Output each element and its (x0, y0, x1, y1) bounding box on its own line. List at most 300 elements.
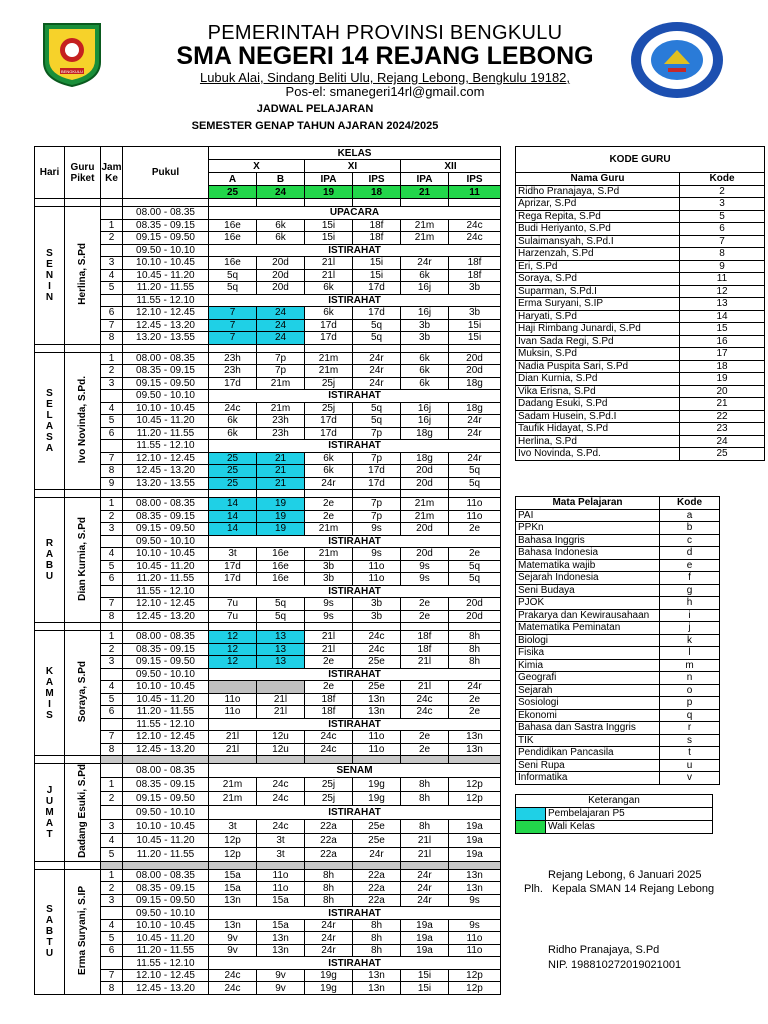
subject-code: p (660, 697, 720, 710)
class-cell: 16e (257, 573, 305, 586)
separator-cell (101, 756, 123, 764)
separator-cell (353, 861, 401, 869)
schedule-row (35, 573, 501, 586)
class-cell: 20d (257, 257, 305, 270)
jam-ke: 1 (101, 631, 123, 644)
class-cell: 24r (305, 944, 353, 957)
day-name: R A B U (35, 498, 65, 623)
time-slot: 08.35 - 09.15 (123, 882, 209, 895)
jam-ke: 2 (101, 365, 123, 378)
class-cell: 24 (257, 307, 305, 320)
legend-swatch (516, 808, 546, 821)
class-cell: 3b (401, 332, 449, 345)
piket-teacher-name: Ivo Novinda, S.Pd. (77, 375, 88, 463)
class-cell: 24r (449, 415, 501, 428)
schedule-row (35, 477, 501, 490)
jam-ke: 1 (101, 869, 123, 882)
jam-ke: 4 (101, 919, 123, 932)
time-slot: 10.10 - 10.45 (123, 402, 209, 415)
separator-cell (35, 756, 65, 764)
day-name: S E N I N (35, 207, 65, 345)
subject-name: Prakarya dan Kewirausahaan (516, 609, 660, 622)
subject-code: i (660, 609, 720, 622)
class-cell: 6k (401, 352, 449, 365)
class-cell: 20d (401, 477, 449, 490)
class-cell: 7u (209, 598, 257, 611)
class-cell: 20d (401, 465, 449, 478)
class-cell: 24r (353, 847, 401, 861)
teacher-name: Ridho Pranajaya, S.Pd (516, 185, 680, 198)
separator-cell (305, 623, 353, 631)
separator-cell (353, 623, 401, 631)
separator-cell (35, 490, 65, 498)
subject-name: Seni Budaya (516, 584, 660, 597)
class-cell: 18f (401, 631, 449, 644)
class-cell: 17d (209, 377, 257, 390)
class-cell: 7p (353, 427, 401, 440)
class-cell: 7 (209, 332, 257, 345)
class-cell: 12u (257, 731, 305, 744)
class-cell: 18f (449, 269, 501, 282)
class-cell: 12p (449, 791, 501, 805)
subject-name-header: Mata Pelajaran (516, 497, 660, 510)
class-cell: 13 (257, 643, 305, 656)
separator-cell (353, 344, 401, 352)
teacher-code-table (515, 146, 765, 461)
class-cell: 25j (305, 777, 353, 791)
schedule-row (35, 693, 501, 706)
piket-teacher (65, 631, 101, 756)
separator-cell (257, 490, 305, 498)
class-cell: 12p (209, 847, 257, 861)
class-cell: 22a (353, 869, 401, 882)
schedule-row (35, 390, 501, 403)
class-cell: 24c (401, 693, 449, 706)
jam-ke (101, 440, 123, 453)
class-cell: 19 (257, 510, 305, 523)
time-slot: 11.20 - 11.55 (123, 706, 209, 719)
break-label: ISTIRAHAT (209, 907, 501, 920)
class-cell: 25 (209, 465, 257, 478)
class-cell: 18g (401, 452, 449, 465)
time-slot: 10.10 - 10.45 (123, 257, 209, 270)
class-cell: 24r (305, 477, 353, 490)
class-cell: 11o (209, 706, 257, 719)
schedule-row (35, 743, 501, 756)
class-cell: 24 (257, 319, 305, 332)
class-cell: 17d (305, 332, 353, 345)
schedule-row (35, 427, 501, 440)
subject-name: Bahasa Inggris (516, 534, 660, 547)
separator-cell (209, 199, 257, 207)
piket-teacher (65, 498, 101, 623)
separator-cell (65, 199, 101, 207)
class-cell: 18f (305, 693, 353, 706)
class-cell: 21m (305, 548, 353, 561)
class-count: 19 (305, 186, 353, 199)
class-cell: 2e (305, 510, 353, 523)
class-cell: 11o (449, 498, 501, 511)
jam-ke: 3 (101, 819, 123, 833)
class-cell: 11o (353, 560, 401, 573)
jam-ke: 2 (101, 643, 123, 656)
class-cell: 17d (209, 560, 257, 573)
separator-cell (123, 490, 209, 498)
time-slot: 09.15 - 09.50 (123, 377, 209, 390)
time-slot: 10.10 - 10.45 (123, 819, 209, 833)
school-address: Lubuk Alai, Sindang Beliti Ulu, Rejang Lebong, Bengkulu 19182, (199, 70, 571, 85)
jam-ke (101, 718, 123, 731)
teacher-name: Haji Rimbang Junardi, S.Pd (516, 323, 680, 336)
time-slot: 08.35 - 09.15 (123, 777, 209, 791)
class-cell: 21m (305, 352, 353, 365)
class-cell: 11o (353, 743, 401, 756)
jam-ke: 4 (101, 833, 123, 847)
class-cell: 12 (209, 631, 257, 644)
jam-ke: 2 (101, 510, 123, 523)
subject-name: Biologi (516, 634, 660, 647)
time-slot: 12.45 - 13.20 (123, 610, 209, 623)
class-cell: 5q (257, 610, 305, 623)
class-cell: 24r (401, 882, 449, 895)
class-count: 18 (353, 186, 401, 199)
class-cell: 16e (209, 232, 257, 245)
school-email: Pos-el: smanegeri14rl@gmail.com (285, 84, 485, 99)
schedule-row (35, 957, 501, 970)
time-slot: 10.45 - 11.20 (123, 269, 209, 282)
class-cell: 15i (401, 982, 449, 995)
separator-cell (101, 344, 123, 352)
class-cell: 22a (305, 847, 353, 861)
jam-ke: 6 (101, 427, 123, 440)
subject-name: TIK (516, 734, 660, 747)
teacher-name: Vika Erisna, S.Pd (516, 385, 680, 398)
class-cell: 21m (401, 219, 449, 232)
class-cell: 13n (353, 706, 401, 719)
jam-ke: 4 (101, 681, 123, 694)
header-guru-piket (65, 147, 101, 199)
class-cell: 23h (257, 427, 305, 440)
jam-ke: 3 (101, 257, 123, 270)
separator-cell (401, 344, 449, 352)
teacher-code-title: KODE GURU (516, 147, 765, 173)
class-cell: 21l (401, 833, 449, 847)
time-slot: 08.00 - 08.35 (123, 352, 209, 365)
class-cell: 21l (257, 706, 305, 719)
teacher-name: Erma Suryani, S.IP (516, 298, 680, 311)
class-cell: 25j (305, 377, 353, 390)
schedule-row (35, 805, 501, 819)
class-cell: 19a (449, 819, 501, 833)
time-slot: 08.00 - 08.35 (123, 869, 209, 882)
subject-name: Informatika (516, 772, 660, 785)
jam-ke: 8 (101, 982, 123, 995)
time-slot: 08.35 - 09.15 (123, 365, 209, 378)
jam-ke: 6 (101, 706, 123, 719)
class-cell: 15i (305, 232, 353, 245)
class-cell: 8h (353, 932, 401, 945)
header-a: A (209, 173, 257, 186)
separator-cell (65, 490, 101, 498)
class-cell: 21m (257, 402, 305, 415)
teacher-code: 15 (680, 323, 765, 336)
subject-code: e (660, 559, 720, 572)
jam-ke: 7 (101, 319, 123, 332)
class-cell: 13n (353, 693, 401, 706)
teacher-name: Muksin, S.Pd (516, 348, 680, 361)
teacher-code: 18 (680, 360, 765, 373)
class-cell: 3t (209, 548, 257, 561)
teacher-name: Sulaimansyah, S.Pd.I (516, 235, 680, 248)
legend-label: Wali Kelas (546, 821, 713, 834)
header-jam: Jam (101, 161, 122, 173)
class-cell: 6k (305, 282, 353, 295)
schedule-row (35, 819, 501, 833)
class-cell: 18f (353, 219, 401, 232)
class-cell: 24r (449, 427, 501, 440)
time-slot: 11.55 - 12.10 (123, 957, 209, 970)
separator-cell (209, 756, 257, 764)
class-cell: 23h (209, 352, 257, 365)
class-cell: 19g (305, 969, 353, 982)
jam-ke: 5 (101, 932, 123, 945)
class-cell: 24c (449, 232, 501, 245)
time-slot: 08.35 - 09.15 (123, 219, 209, 232)
schedule-row (35, 365, 501, 378)
class-cell: 8h (449, 656, 501, 669)
teacher-name: Suparman, S.Pd.I (516, 285, 680, 298)
class-cell: 7u (209, 610, 257, 623)
class-cell: 18g (401, 427, 449, 440)
teacher-name: Nadia Puspita Sari, S.Pd (516, 360, 680, 373)
jam-ke (101, 957, 123, 970)
separator-cell (35, 199, 65, 207)
teacher-code: 19 (680, 373, 765, 386)
class-cell: 24c (305, 743, 353, 756)
class-cell: 5q (449, 573, 501, 586)
header-x: X (209, 160, 305, 173)
class-cell: 2e (305, 656, 353, 669)
time-slot: 10.45 - 11.20 (123, 833, 209, 847)
schedule-row (35, 894, 501, 907)
separator-cell (209, 490, 257, 498)
class-cell: 19a (449, 833, 501, 847)
schedule-row (35, 498, 501, 511)
header-ke: Ke (105, 172, 118, 184)
class-cell: 25j (305, 402, 353, 415)
separator-cell (257, 344, 305, 352)
break-label: UPACARA (209, 207, 501, 220)
jam-ke: 1 (101, 777, 123, 791)
class-cell: 20d (401, 523, 449, 536)
schedule-row (35, 282, 501, 295)
teacher-code: 12 (680, 285, 765, 298)
header-piket: Piket (70, 172, 95, 184)
teacher-code-header: Kode (680, 173, 765, 186)
subject-code: q (660, 709, 720, 722)
schedule-row (35, 332, 501, 345)
class-cell: 8h (305, 869, 353, 882)
subject-code-table (515, 496, 720, 785)
piket-teacher-name: Dadang Esuki, S.Pd (77, 764, 88, 858)
class-cell: 12 (209, 656, 257, 669)
jam-ke: 5 (101, 415, 123, 428)
separator-cell (257, 861, 305, 869)
class-cell: 25e (353, 819, 401, 833)
subject-name: Ekonomi (516, 709, 660, 722)
class-cell: 15i (401, 969, 449, 982)
time-slot: 10.10 - 10.45 (123, 548, 209, 561)
time-slot: 13.20 - 13.55 (123, 332, 209, 345)
class-cell: 24c (257, 791, 305, 805)
class-cell: 19 (257, 523, 305, 536)
teacher-name: Haryati, S.Pd (516, 310, 680, 323)
piket-teacher-name: Soraya, S.Pd (77, 660, 88, 723)
class-cell: 6k (401, 377, 449, 390)
subject-code: h (660, 597, 720, 610)
subject-code: s (660, 734, 720, 747)
schedule-row (35, 207, 501, 220)
piket-teacher (65, 764, 101, 862)
jam-ke: 2 (101, 791, 123, 805)
time-slot: 12.45 - 13.20 (123, 982, 209, 995)
jam-ke (101, 535, 123, 548)
class-cell: 20d (449, 365, 501, 378)
jam-ke (101, 207, 123, 220)
teacher-code: 20 (680, 385, 765, 398)
teacher-name: Herlina, S.Pd (516, 435, 680, 448)
schedule-row (35, 352, 501, 365)
time-slot: 09.50 - 10.10 (123, 535, 209, 548)
jam-ke: 3 (101, 656, 123, 669)
subject-name: Sejarah (516, 684, 660, 697)
schedule-table (34, 146, 501, 995)
piket-teacher (65, 869, 101, 994)
schedule-row (35, 232, 501, 245)
separator-cell (209, 344, 257, 352)
class-cell: 9s (401, 560, 449, 573)
schedule-row (35, 656, 501, 669)
schedule-row (35, 307, 501, 320)
class-cell: 9s (353, 548, 401, 561)
class-cell: 7 (209, 319, 257, 332)
teacher-name: Rega Repita, S.Pd (516, 210, 680, 223)
class-cell: 7p (257, 365, 305, 378)
class-cell: 24r (449, 452, 501, 465)
schedule-row (35, 907, 501, 920)
class-cell: 21l (305, 631, 353, 644)
schedule-row (35, 706, 501, 719)
separator-cell (257, 623, 305, 631)
schedule-row (35, 440, 501, 453)
schedule-row (35, 764, 501, 778)
time-slot: 11.20 - 11.55 (123, 944, 209, 957)
subject-name: Seni Rupa (516, 759, 660, 772)
separator-cell (305, 199, 353, 207)
class-cell: 24c (353, 643, 401, 656)
class-cell: 16e (257, 548, 305, 561)
schedule-row (35, 610, 501, 623)
subject-code: a (660, 509, 720, 522)
class-cell: 25e (353, 833, 401, 847)
header-xi: XI (305, 160, 401, 173)
break-label: ISTIRAHAT (209, 718, 501, 731)
schedule-row (35, 415, 501, 428)
separator-cell (257, 199, 305, 207)
class-cell: 6k (401, 365, 449, 378)
schedule-row (35, 777, 501, 791)
class-cell: 9s (449, 919, 501, 932)
separator-cell (449, 623, 501, 631)
class-cell: 5q (353, 402, 401, 415)
class-cell: 12p (209, 833, 257, 847)
class-cell: 11o (257, 869, 305, 882)
teacher-name: Aprizar, S.Pd (516, 198, 680, 211)
class-cell: 21l (401, 681, 449, 694)
jam-ke (101, 390, 123, 403)
teacher-code: 14 (680, 310, 765, 323)
jam-ke: 7 (101, 731, 123, 744)
jam-ke: 6 (101, 944, 123, 957)
time-slot: 11.55 - 12.10 (123, 294, 209, 307)
teacher-name: Dian Kurnia, S.Pd (516, 373, 680, 386)
jam-ke: 2 (101, 232, 123, 245)
separator-cell (353, 199, 401, 207)
class-cell: 25 (209, 477, 257, 490)
teacher-name: Ivan Sada Regi, S.Pd (516, 335, 680, 348)
teacher-code: 25 (680, 448, 765, 461)
separator-cell (401, 861, 449, 869)
class-cell: 8h (401, 791, 449, 805)
time-slot: 08.00 - 08.35 (123, 498, 209, 511)
class-cell: 20d (257, 269, 305, 282)
jam-ke (101, 668, 123, 681)
header-ips: IPS (353, 173, 401, 186)
class-cell: 25e (353, 656, 401, 669)
class-cell: 15i (353, 269, 401, 282)
class-cell: 11o (449, 932, 501, 945)
teacher-name-header: Nama Guru (516, 173, 680, 186)
separator-cell (101, 623, 123, 631)
class-cell: 3b (305, 573, 353, 586)
schedule-row (35, 833, 501, 847)
separator-cell (65, 861, 101, 869)
jam-ke: 4 (101, 269, 123, 282)
class-cell: 16j (401, 307, 449, 320)
schedule-row (35, 377, 501, 390)
header-xii: XII (401, 160, 501, 173)
subject-code: l (660, 647, 720, 660)
class-cell: 24c (257, 777, 305, 791)
class-cell: 19a (401, 944, 449, 957)
class-cell: 18f (401, 643, 449, 656)
time-slot: 11.20 - 11.55 (123, 282, 209, 295)
class-cell: 2e (401, 598, 449, 611)
class-cell: 2e (449, 523, 501, 536)
jam-ke: 5 (101, 847, 123, 861)
schedule-row (35, 919, 501, 932)
class-cell: 5q (449, 560, 501, 573)
separator-cell (209, 861, 257, 869)
class-cell: 7p (353, 452, 401, 465)
class-cell: 20d (449, 610, 501, 623)
class-cell: 9v (209, 932, 257, 945)
class-cell: 15i (449, 319, 501, 332)
time-slot: 09.50 - 10.10 (123, 805, 209, 819)
class-cell: 22a (353, 894, 401, 907)
class-cell: 24r (305, 919, 353, 932)
class-cell: 24c (353, 631, 401, 644)
